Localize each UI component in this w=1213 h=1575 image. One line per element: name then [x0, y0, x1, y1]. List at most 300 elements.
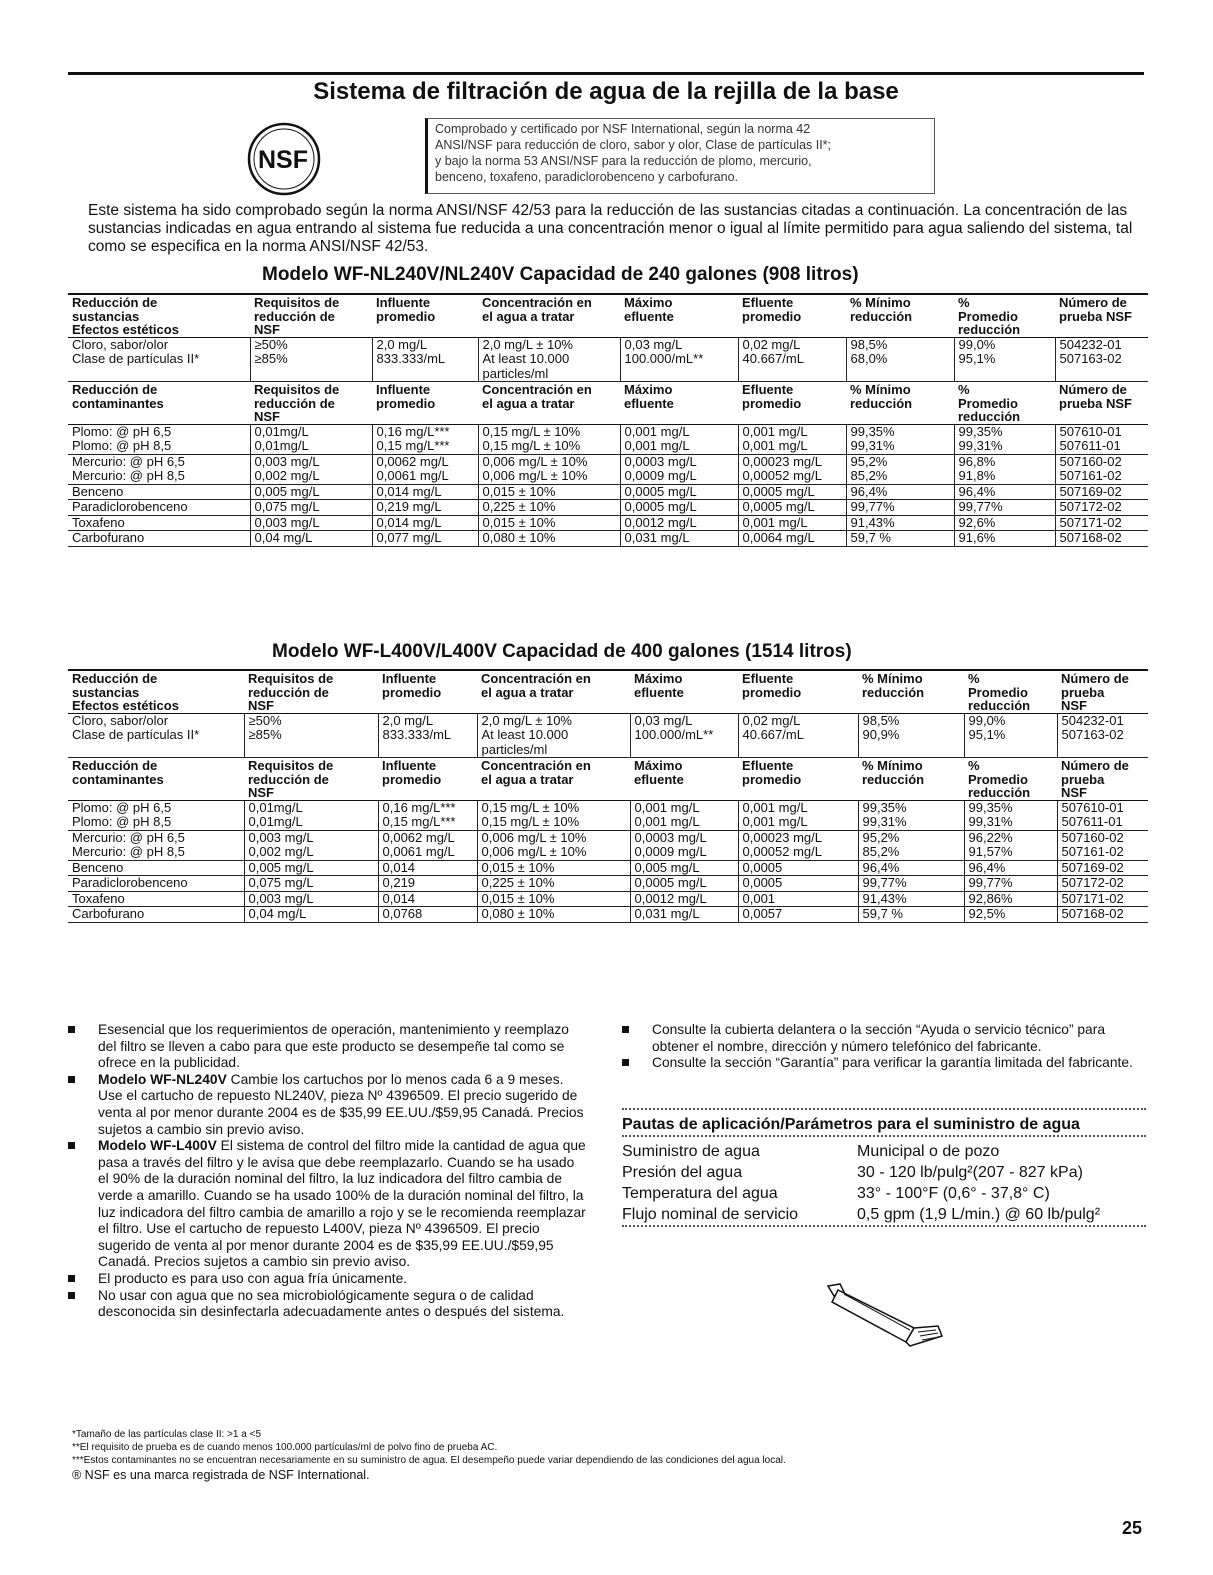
cell-line: prueba	[1061, 684, 1105, 700]
cell-line	[382, 699, 477, 713]
cell-line: reducción	[862, 684, 925, 700]
cell-line	[862, 699, 964, 713]
table-cell	[858, 713, 964, 758]
model2-title: Modelo WF-L400V/L400V Capacidad de 400 galones (1514 litros)	[272, 641, 852, 662]
table-cell	[738, 515, 846, 531]
header-cell	[738, 758, 858, 801]
header-cell	[372, 382, 478, 425]
table-cell	[738, 860, 858, 876]
table-row	[68, 713, 1148, 758]
table-cell	[858, 891, 964, 907]
cell-line: 0,0062 mg/L	[376, 454, 449, 469]
header-cell	[738, 670, 858, 713]
bullet-item	[68, 1271, 588, 1288]
table-cell	[858, 860, 964, 876]
table-cell	[630, 907, 738, 923]
header-cell	[846, 382, 954, 425]
cell-line: 507160-02	[1061, 830, 1124, 845]
trademark-note: ® NSF es una marca registrada de NSF International.	[72, 1468, 370, 1482]
table-cell	[620, 484, 738, 500]
table-cell	[954, 424, 1055, 454]
table-cell	[68, 337, 250, 382]
parameter-value: 0,5 gpm (1,9 L/min.) @ 60 lb/pulg²	[857, 1206, 1101, 1223]
cell-line: % Mínimo	[850, 382, 911, 397]
cell-line	[72, 410, 250, 424]
parameter-row	[622, 1162, 1146, 1183]
cell-line: 507168-02	[1059, 530, 1122, 545]
parameter-value: 33° - 100°F (0,6° - 37,8° C)	[857, 1185, 1050, 1202]
cell-line: NSF	[254, 409, 280, 424]
cell-line: NSF	[1061, 698, 1087, 713]
cell-line: 504232-01	[1061, 713, 1124, 728]
cell-line: efluente	[624, 308, 674, 324]
cell-line: Influente	[376, 382, 431, 397]
footnote: **El requisito de prueba es de cuando menos 100.000 partículas/ml de polvo fino de prueba AC.	[72, 1442, 498, 1453]
cell-line: Requisitos de	[248, 758, 334, 773]
header-cell	[244, 758, 378, 801]
cell-line: 0,015 ± 10%	[481, 891, 555, 906]
cell-line: 507168-02	[1061, 906, 1124, 921]
cell-line: reducción	[968, 785, 1031, 800]
table-cell	[846, 531, 954, 547]
cell-line	[634, 786, 738, 800]
cell-line: Concentración en	[481, 671, 591, 686]
table-cell	[378, 713, 477, 758]
cell-line: 95,1%	[958, 351, 996, 366]
header-cell	[68, 670, 244, 713]
bullet-text: Consulte la sección “Garantía” para verificar la garantía limitada del fabricante.	[652, 1055, 1133, 1071]
table-cell	[964, 713, 1057, 758]
cell-line	[382, 786, 477, 800]
table-row	[68, 515, 1148, 531]
cell-line	[850, 410, 954, 424]
table-cell	[1057, 860, 1148, 876]
cell-line: 0,0057	[742, 906, 783, 921]
cell-line: 85,2%	[850, 468, 888, 483]
table-row	[68, 531, 1148, 547]
table-cell	[68, 800, 244, 830]
cell-line: promedio	[742, 395, 802, 411]
table-cell	[378, 907, 477, 923]
cell-line	[742, 786, 858, 800]
cell-line: 833.333/mL	[382, 727, 452, 742]
table-cell	[954, 337, 1055, 382]
cell-line: promedio	[376, 308, 436, 324]
cell-line: reducción de	[248, 684, 329, 700]
cell-line: Requisitos de	[254, 382, 340, 397]
cell-line: prueba NSF	[1059, 308, 1132, 324]
table-cell	[620, 515, 738, 531]
cell-line: 99,31%	[850, 438, 895, 453]
cell-line: 0,01mg/L	[254, 424, 309, 439]
table-cell	[738, 454, 846, 484]
cell-line: Reducción de	[72, 758, 158, 773]
cell-line: 99,35%	[958, 424, 1003, 439]
table-cell	[738, 424, 846, 454]
table-cell	[68, 531, 250, 547]
model1-grid	[68, 293, 1148, 547]
cell-line: Reducción de	[72, 671, 158, 686]
cell-line: ≥85%	[254, 351, 288, 366]
cell-line: 0,0009 mg/L	[634, 844, 707, 859]
table-cell	[738, 484, 846, 500]
table-cell	[244, 876, 378, 892]
table-cell	[372, 484, 478, 500]
table-cell	[738, 337, 846, 382]
cell-line: 0,01mg/L	[248, 800, 303, 815]
header-cell	[846, 294, 954, 337]
cell-line: 0,01mg/L	[254, 438, 309, 453]
table-cell	[1057, 713, 1148, 758]
table-row	[68, 876, 1148, 892]
table-cell	[478, 500, 620, 516]
cell-line: 0,075 mg/L	[254, 499, 320, 514]
table-cell	[954, 531, 1055, 547]
header-cell	[620, 382, 738, 425]
table-cell	[1057, 830, 1148, 860]
bullet-bold-lead: Modelo WF-L400V	[98, 1138, 217, 1154]
table-cell	[244, 907, 378, 923]
cell-line: Máximo	[624, 295, 673, 310]
cell-line: 0,00023 mg/L	[742, 830, 823, 845]
cell-line: 96,22%	[968, 830, 1013, 845]
cell-line: Máximo	[634, 758, 683, 773]
cell-line: 0,0009 mg/L	[624, 468, 697, 483]
cell-line: Plomo: @ pH 6,5	[72, 424, 172, 439]
cell-line: 0,03 mg/L	[634, 713, 693, 728]
table-row	[68, 337, 1148, 382]
table-cell	[630, 830, 738, 860]
cell-line: reducción de	[254, 308, 335, 324]
cell-line: ≥50%	[248, 713, 282, 728]
table-cell	[620, 424, 738, 454]
cell-line: Efectos estéticos	[72, 322, 179, 337]
cell-line: 99,77%	[850, 499, 895, 514]
cell-line: Cloro, sabor/olor	[72, 713, 169, 728]
cell-line: ≥85%	[248, 727, 282, 742]
table-cell	[372, 337, 478, 382]
cell-line: 0,00052 mg/L	[742, 844, 823, 859]
cell-line: Efluente	[742, 671, 794, 686]
cell-line: 91,8%	[958, 468, 996, 483]
parameter-value: Municipal o de pozo	[857, 1143, 1000, 1160]
cell-line: Benceno	[72, 484, 124, 499]
cell-line: 2,0 mg/L	[376, 337, 428, 352]
header-cell	[477, 758, 630, 801]
cell-line	[482, 410, 620, 424]
bullet-square-icon	[68, 1142, 75, 1149]
bullet-item	[68, 1288, 588, 1321]
table-cell	[738, 907, 858, 923]
bullet-square-icon	[68, 1076, 75, 1083]
model2-grid	[68, 669, 1148, 923]
cell-line	[742, 699, 858, 713]
cell-line: reducción	[850, 395, 913, 411]
cell-line: 90,9%	[862, 727, 900, 742]
cell-line: 507172-02	[1059, 499, 1122, 514]
cell-line: 0,077 mg/L	[376, 530, 442, 545]
cell-line: reducción	[958, 322, 1021, 337]
intro-paragraph: Este sistema ha sido comprobado según la norma ANSI/NSF 42/53 para la reducción de las sustancias citadas a continuación. La concentración de las sustancias indicadas en agua entrando al sistema fue reducida a una concentración menor o igual al límite permitido para agua saliendo del sistema, tal como se especifica en la norma ANSI/NSF 42/53.	[88, 202, 1133, 255]
table-cell	[738, 713, 858, 758]
cell-line: 0,031 mg/L	[624, 530, 690, 545]
table-cell	[378, 891, 477, 907]
cell-line: 0,001 mg/L	[742, 814, 808, 829]
bullet-square-icon	[622, 1026, 629, 1033]
cell-line: promedio	[376, 395, 436, 411]
cell-line: contaminantes	[72, 771, 164, 787]
table-cell	[954, 484, 1055, 500]
cell-line: % Mínimo	[862, 671, 923, 686]
bullet-square-icon	[622, 1059, 629, 1066]
cell-line: Paradiclorobenceno	[72, 499, 188, 514]
cell-line	[376, 410, 478, 424]
bullet-square-icon	[68, 1275, 75, 1282]
table-cell	[250, 454, 372, 484]
cell-line: Mercurio: @ pH 8,5	[72, 844, 185, 859]
table-cell	[478, 424, 620, 454]
cell-line: 507163-02	[1061, 727, 1124, 742]
table-row	[68, 424, 1148, 454]
table-cell	[68, 876, 244, 892]
table-cell	[244, 860, 378, 876]
cell-line: Cloro, sabor/olor	[72, 337, 169, 352]
cell-line: % Mínimo	[850, 295, 911, 310]
table-cell	[964, 860, 1057, 876]
cell-line: 2,0 mg/L	[382, 713, 434, 728]
header-cell	[378, 758, 477, 801]
bullet-bold-lead: Modelo WF-NL240V	[98, 1071, 227, 1087]
cell-line: NSF	[248, 698, 274, 713]
header-cell	[858, 758, 964, 801]
cell-line: 833.333/mL	[376, 351, 446, 366]
cell-line: 0,014 mg/L	[376, 515, 442, 530]
cell-line: 504232-01	[1059, 337, 1122, 352]
table-cell	[478, 515, 620, 531]
cell-line: reducción	[850, 308, 913, 324]
cell-line: Efectos estéticos	[72, 698, 179, 713]
bullets-right	[622, 1022, 1152, 1072]
table-cell	[68, 454, 250, 484]
table-cell	[244, 830, 378, 860]
header-cell	[478, 382, 620, 425]
table-cell	[846, 454, 954, 484]
table-cell	[630, 800, 738, 830]
cell-line	[481, 699, 630, 713]
cell-line: 2,0 mg/L ± 10%	[481, 713, 572, 728]
cell-line: Número de	[1061, 758, 1129, 773]
cell-line: 0,0061 mg/L	[376, 468, 449, 483]
cell-line: 0,015 ± 10%	[482, 484, 556, 499]
table-cell	[372, 500, 478, 516]
table-row	[68, 830, 1148, 860]
cell-line: 0,0005	[742, 875, 783, 890]
table-cell	[620, 531, 738, 547]
cell-line: 0,15 mg/L***	[376, 438, 450, 453]
cell-line: 0,005 mg/L	[254, 484, 320, 499]
table-cell	[378, 830, 477, 860]
cell-line: Reducción de	[72, 295, 158, 310]
nsf-box-line: benceno, toxafeno, paradiclorobenceno y carbofurano.	[435, 170, 738, 184]
cell-line: % Mínimo	[862, 758, 923, 773]
cell-line: 0,15 mg/L ± 10%	[481, 800, 580, 815]
cell-line: 0,0061 mg/L	[382, 844, 455, 859]
table-cell	[250, 500, 372, 516]
cell-line: %	[958, 382, 970, 397]
table-cell	[964, 830, 1057, 860]
table-row	[68, 484, 1148, 500]
table-cell	[68, 484, 250, 500]
cell-line: 0,16 mg/L***	[382, 800, 456, 815]
cell-line: 100.000/mL**	[634, 727, 714, 742]
cell-line: Número de	[1059, 382, 1127, 397]
table-cell	[372, 531, 478, 547]
cell-line: 99,77%	[968, 875, 1013, 890]
bullet-text: El producto es para uso con agua fría únicamente.	[98, 1270, 408, 1286]
cell-line: 92,5%	[968, 906, 1006, 921]
cell-line: 0,0062 mg/L	[382, 830, 455, 845]
cell-line: 507171-02	[1059, 515, 1122, 530]
cell-line: Benceno	[72, 860, 124, 875]
cell-line: 59,7 %	[850, 530, 891, 545]
cell-line: prueba NSF	[1059, 395, 1132, 411]
header-cell	[378, 670, 477, 713]
table-cell	[68, 500, 250, 516]
cell-line	[481, 786, 630, 800]
cell-line: 0,001 mg/L	[634, 814, 700, 829]
cell-line: Número de	[1061, 671, 1129, 686]
table-cell	[1057, 891, 1148, 907]
cell-line: 0,04 mg/L	[254, 530, 313, 545]
table-cell	[964, 800, 1057, 830]
cell-line: 68,0%	[850, 351, 888, 366]
cell-line: 99,31%	[968, 814, 1013, 829]
cell-line: Concentración en	[481, 758, 591, 773]
bullet-text: No usar con agua que no sea microbiológicamente segura o de calidad desconocida sin desinfectarla adecuadamente antes o después del sistema.	[98, 1287, 565, 1320]
cell-line: sustancias	[72, 308, 140, 324]
cell-line: 507172-02	[1061, 875, 1124, 890]
table-cell	[964, 891, 1057, 907]
cell-line: 0,225 ± 10%	[481, 875, 555, 890]
cell-line: 95,2%	[862, 830, 900, 845]
table-cell	[846, 337, 954, 382]
header-cell	[478, 294, 620, 337]
table-cell	[1055, 337, 1148, 382]
cell-line: Influente	[376, 295, 431, 310]
header-cell	[68, 382, 250, 425]
table-cell	[964, 876, 1057, 892]
cell-line	[634, 699, 738, 713]
cell-line: 507610-01	[1059, 424, 1122, 439]
cell-line: 0,00052 mg/L	[742, 468, 823, 483]
cell-line: 0,006 mg/L ± 10%	[482, 468, 588, 483]
table-row	[68, 800, 1148, 830]
cell-line: promedio	[742, 771, 802, 787]
header-cell	[630, 670, 738, 713]
page-title: Sistema de filtración de agua de la rejilla de la base	[313, 78, 899, 105]
cell-line: 0,001 mg/L	[624, 438, 690, 453]
table-cell	[372, 454, 478, 484]
table-cell	[620, 337, 738, 382]
header-cell	[1055, 382, 1148, 425]
cell-line: 0,0768	[382, 906, 423, 921]
cell-line: 0,014	[382, 860, 416, 875]
cell-line: reducción	[862, 771, 925, 787]
cell-line: 0,003 mg/L	[248, 830, 314, 845]
cell-line: 0,006 mg/L ± 10%	[481, 844, 587, 859]
table-cell	[477, 860, 630, 876]
table-cell	[478, 337, 620, 382]
cell-line: NSF	[248, 785, 274, 800]
cell-line: 96,4%	[850, 484, 888, 499]
table-cell	[244, 891, 378, 907]
table-cell	[68, 860, 244, 876]
cell-line: 99,35%	[850, 424, 895, 439]
header-cell	[1057, 670, 1148, 713]
cell-line	[482, 323, 620, 337]
cell-line: Máximo	[624, 382, 673, 397]
cell-line: 0,014 mg/L	[376, 484, 442, 499]
cell-line: Mercurio: @ pH 6,5	[72, 830, 185, 845]
table-cell	[477, 800, 630, 830]
cell-line: 0,16 mg/L***	[376, 424, 450, 439]
table-cell	[1057, 800, 1148, 830]
cell-line	[376, 323, 478, 337]
cell-line	[624, 410, 738, 424]
page-number: 25	[1122, 1518, 1143, 1538]
cell-line: 0,01mg/L	[248, 814, 303, 829]
table-cell	[620, 454, 738, 484]
cell-line: Efluente	[742, 295, 794, 310]
cell-line: Máximo	[634, 671, 683, 686]
parameter-label: Temperatura del agua	[622, 1185, 778, 1202]
cell-line: Concentración en	[482, 382, 592, 397]
table-cell	[1055, 500, 1148, 516]
table-header-row	[68, 758, 1148, 801]
header-cell	[954, 382, 1055, 425]
cell-line: 91,43%	[850, 515, 895, 530]
top-rule	[68, 72, 1144, 75]
bullet-square-icon	[68, 1026, 75, 1033]
cell-line: Clase de partículas II*	[72, 351, 200, 366]
table-cell	[620, 500, 738, 516]
cell-line: Plomo: @ pH 6,5	[72, 800, 172, 815]
cell-line: 507161-02	[1059, 468, 1122, 483]
nsf-box-line: ANSI/NSF para reducción de cloro, sabor y olor, Clase de partículas II*;	[435, 138, 832, 152]
cell-line: 40.667/mL	[742, 351, 804, 366]
cell-line: el agua a tratar	[481, 771, 574, 787]
bullet-item	[68, 1022, 588, 1072]
table-cell	[738, 891, 858, 907]
dotted-divider	[622, 1225, 1146, 1231]
cell-line: 59,7 %	[862, 906, 903, 921]
table-cell	[738, 500, 846, 516]
nsf-certification-box	[425, 118, 935, 194]
cell-line: 91,43%	[862, 891, 907, 906]
cell-line: 0,001 mg/L	[624, 424, 690, 439]
table-cell	[68, 713, 244, 758]
bullet-text: Cambie los cartuchos por lo menos cada 6 a 9 meses. Use el cartucho de repuesto NL240V, pieza Nº 4396509. El precio sugerido de venta al por menor durante 2004 es de $35,99 EE.UU./$59,95 Canadá. Precios sujetos a cambio sin previo aviso.	[98, 1071, 584, 1137]
bullet-text: Esesencial que los requerimientos de operación, mantenimiento y reemplazo del filtro se lleven a cabo para que este producto se desempeñe tal como se ofrece en la publicidad.	[98, 1022, 569, 1071]
cell-line: 0,0003 mg/L	[624, 454, 697, 469]
table-cell	[250, 531, 372, 547]
table-cell	[1055, 515, 1148, 531]
cell-line: %	[968, 671, 980, 686]
cell-line: efluente	[634, 684, 684, 700]
cell-line: el agua a tratar	[481, 684, 574, 700]
bullet-square-icon	[68, 1292, 75, 1299]
cell-line: 96,4%	[968, 860, 1006, 875]
